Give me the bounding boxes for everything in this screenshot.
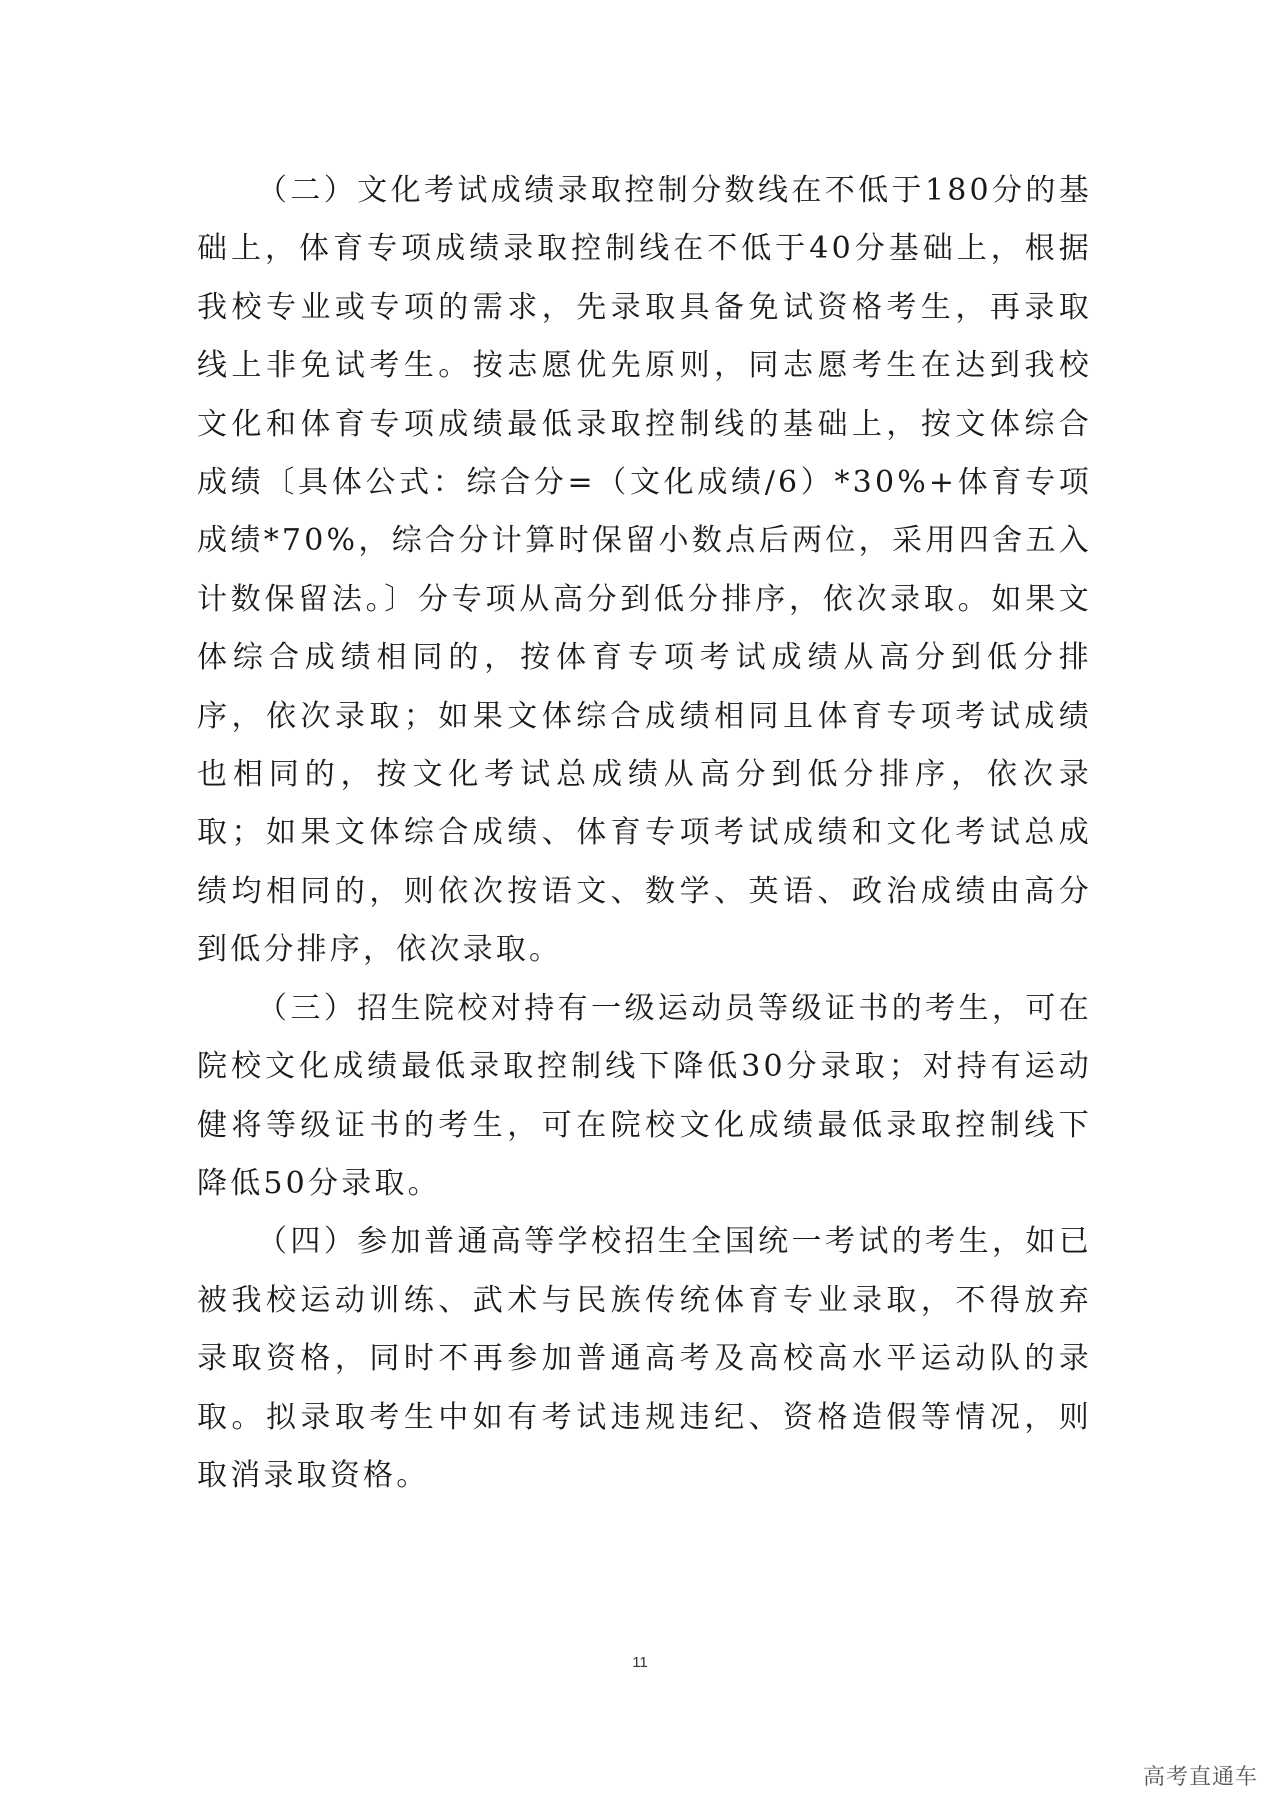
watermark: 高考直通车 xyxy=(1142,1765,1258,1790)
paragraph-admission-rules: （四）参加普通高等学校招生全国统一考试的考生，如已被我校运动训练、武术与民族传统体育专业录取，不得放弃录取资格，同时不再参加普通高考及高校高水平运动队的录取。拟录取考生中如有考试违规违纪、资格造假等情况，则取消录取资格。 xyxy=(197,1224,1092,1493)
paragraph-athlete-certificate-bonus: （三）招生院校对持有一级运动员等级证书的考生，可在院校文化成绩最低录取控制线下降低30分录取；对持有运动健将等级证书的考生，可在院校文化成绩最低录取控制线下降低50分录取。 xyxy=(197,990,1092,1201)
paragraph-admission-score-lines: （二）文化考试成绩录取控制分数线在不低于180分的基础上，体育专项成绩录取控制线在不低于40分基础上，根据我校专业或专项的需求，先录取具备免试资格考生，再录取线上非免试考生。按志愿优先原则，同志愿考生在达到我校文化和体育专项成绩最低录取控制线的基础上，按文体综合成绩〔具体公式：综合分=（文化成绩/6）*30%+体育专项成绩*70%，综合分计算时保留小数点后两位，采用四舍五入计数保留法。〕分专项从高分到低分排序，依次录取。如果文体综合成绩相同的，按体育专项考试成绩从高分到低分排序，依次录取；如果文体综合成绩相同且体育专项考试成绩也相同的，按文化考试总成绩从高分到低分排序，依次录取；如果文体综合成绩、体育专项考试成绩和文化考试总成绩均相同的，则依次按语文、数学、英语、政治成绩由高分到低分排序，依次录取。 xyxy=(197,173,1092,968)
document-body xyxy=(197,162,1092,1505)
page-number: 11 xyxy=(632,1654,648,1671)
